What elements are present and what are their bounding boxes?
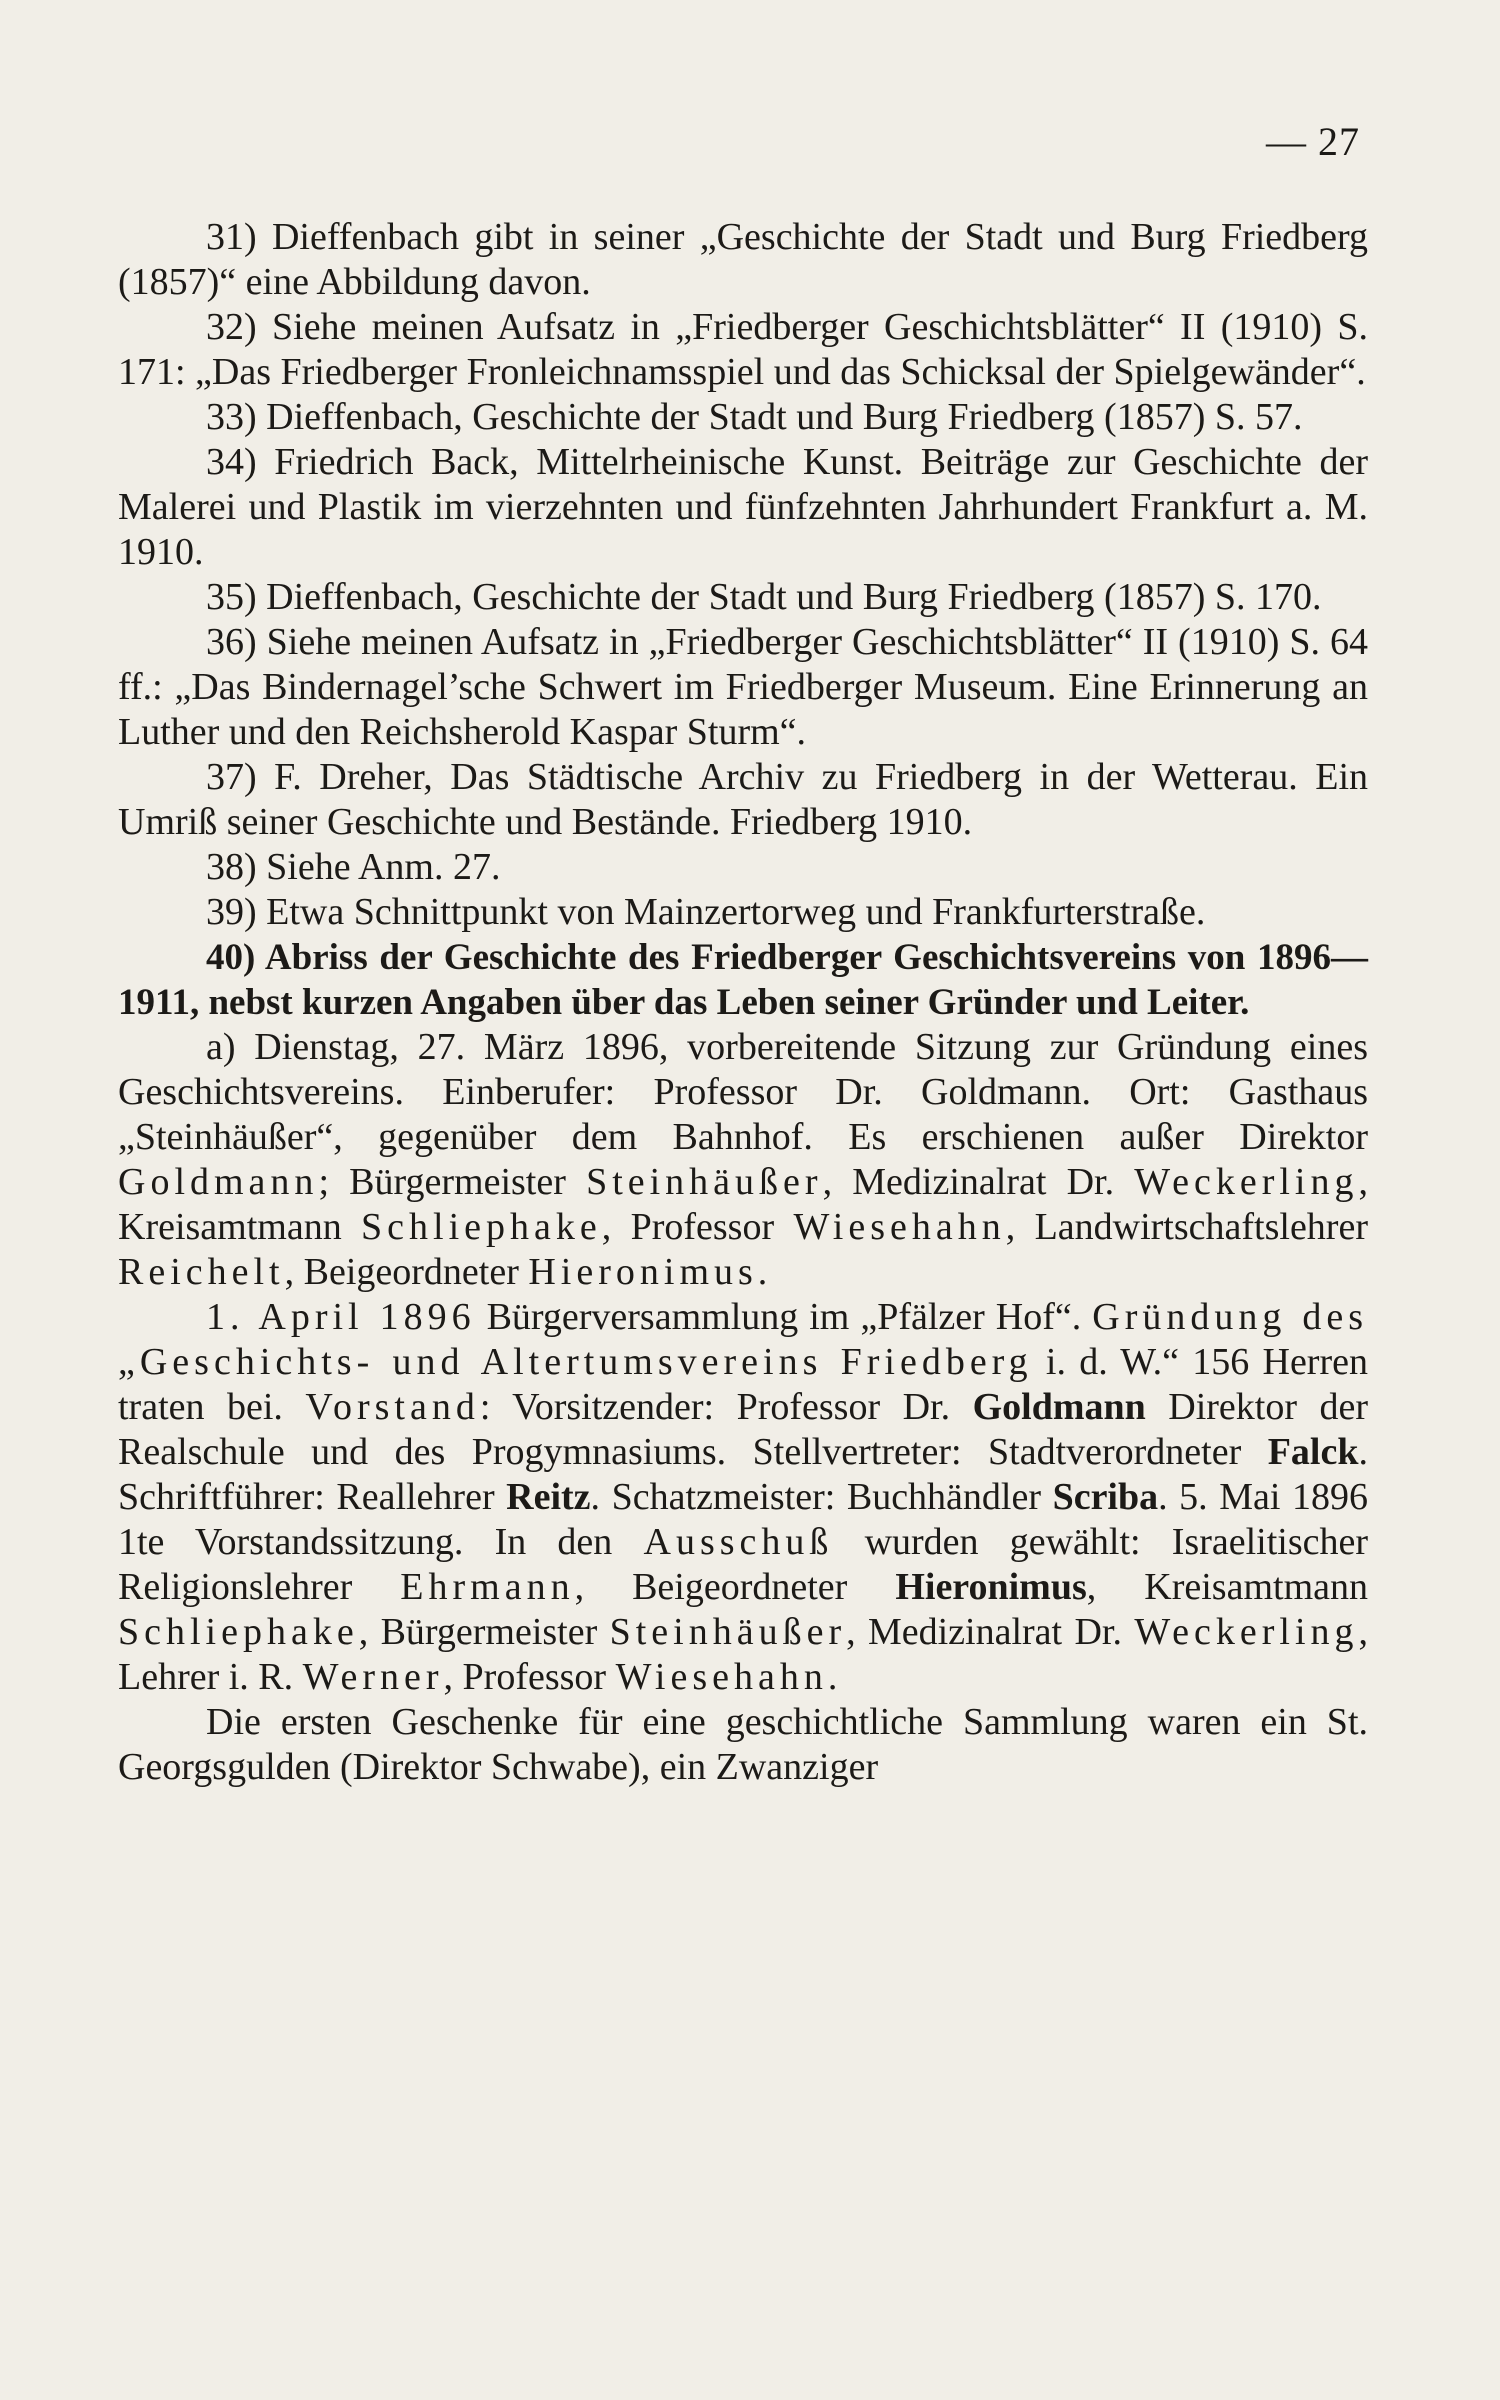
person-name: Steinhäußer xyxy=(609,1611,847,1653)
text-run: . xyxy=(827,1656,838,1698)
text-run: wurden gewählt: Israelitischer Religionslehrer xyxy=(118,1521,1369,1608)
paragraph-first-gifts: Die ersten Geschenke für eine geschichtliche Sammlung waren ein St. Georgsgulden (Direktor Schwabe), ein Zwanziger xyxy=(118,1701,1368,1788)
text-run: Bürgerversammlung im „Pfälzer Hof“. xyxy=(475,1296,1093,1338)
person-name: Wiesehahn xyxy=(793,1206,1006,1248)
person-name: Scriba xyxy=(1052,1476,1159,1518)
footnote-36: 36) Siehe meinen Aufsatz in „Friedberger Geschichtsblätter“ II (1910) S. 64 ff.: „Das Bindernagel’sche Schwert im Friedberger Museum. Eine Erinnerung an Luther und den Reichsherold Kaspar Sturm“. xyxy=(118,621,1368,753)
person-name: Wiesehahn xyxy=(615,1656,828,1698)
footnote-37: 37) F. Dreher, Das Städtische Archiv zu Friedberg in der Wetterau. Ein Umriß seiner Geschichte und Bestände. Friedberg 1910. xyxy=(118,756,1368,843)
person-name: Weckerling xyxy=(1134,1161,1359,1203)
footnote-34: 34) Friedrich Back, Mittelrheinische Kunst. Beiträge zur Geschichte der Malerei und Plastik im vierzehnten und fünfzehnten Jahrhundert Frankfurt a. M. 1910. xyxy=(118,441,1368,573)
committee-label: Ausschuß xyxy=(643,1521,834,1563)
text-run: , Landwirtschaftslehrer xyxy=(1005,1206,1368,1248)
text-run: . xyxy=(757,1251,768,1293)
page-number: — 27 xyxy=(1266,119,1360,164)
text-run: , Medizinalrat Dr. xyxy=(822,1161,1135,1203)
person-name: Werner xyxy=(302,1656,444,1698)
person-name: Reitz xyxy=(506,1476,591,1518)
person-name: Reichelt xyxy=(118,1251,285,1293)
text-run: , Bürgermeister xyxy=(358,1611,610,1653)
text-run: , Kreisamtmann xyxy=(118,1161,1368,1248)
text-run: , Professor xyxy=(443,1656,616,1698)
text-run: a) Dienstag, 27. März 1896, vorbereitende Sitzung zur Gründung eines Geschichtsvereins. Einberufer: Professor Dr. Goldmann. Ort: Gasthaus „Steinhäußer“, gegenüber dem Bahnhof. Es erschienen außer Direktor xyxy=(118,1026,1368,1158)
person-name: Schliephake xyxy=(361,1206,602,1248)
text-run: : Vorsitzender: Professor Dr. xyxy=(479,1386,973,1428)
text-run: , Medizinalrat Dr. xyxy=(846,1611,1135,1653)
text-run: i. d. W.“ 156 Herren traten bei. xyxy=(118,1341,1368,1428)
footnote-33: 33) Dieffenbach, Geschichte der Stadt und Burg Friedberg (1857) S. 57. xyxy=(206,396,1303,438)
text-run: , Beigeordneter xyxy=(284,1251,529,1293)
paragraph-preparatory-meeting xyxy=(118,1025,1368,1295)
text-run: . 5. Mai 1896 1te Vorstandssitzung. In den xyxy=(118,1476,1368,1563)
person-name: Weckerling xyxy=(1134,1611,1359,1653)
founding-date: 1. April 1896 xyxy=(206,1296,476,1338)
text-run: . Schriftführer: Reallehrer xyxy=(118,1431,1368,1518)
founding-title: Gründung des „Geschichts- und Altertumsvereins Friedberg xyxy=(118,1296,1368,1383)
text-run: , Professor xyxy=(601,1206,794,1248)
board-label: Vorstand xyxy=(305,1386,480,1428)
footnote-32: 32) Siehe meinen Aufsatz in „Friedberger Geschichtsblätter“ II (1910) S. 171: „Das Friedberger Fronleichnamsspiel und das Schicksal der Spielgewänder“. xyxy=(118,306,1368,393)
person-name: Falck xyxy=(1267,1431,1359,1473)
person-name: Goldmann xyxy=(972,1386,1146,1428)
footnote-38: 38) Siehe Anm. 27. xyxy=(206,846,501,888)
person-name: Hieronimus xyxy=(528,1251,758,1293)
person-name: Hieronimus xyxy=(895,1566,1087,1608)
text-run: , Kreisamtmann xyxy=(1086,1566,1368,1608)
text-run: ; Bürgermeister xyxy=(318,1161,587,1203)
footnote-39: 39) Etwa Schnittpunkt von Mainzertorweg und Frankfurterstraße. xyxy=(206,891,1206,933)
footnote-35: 35) Dieffenbach, Geschichte der Stadt und Burg Friedberg (1857) S. 170. xyxy=(206,576,1322,618)
person-name: Schliephake xyxy=(118,1611,359,1653)
footnote-40-heading: 40) Abriss der Geschichte des Friedberger Geschichtsvereins von 1896—1911, nebst kurzen Angaben über das Leben seiner Gründer und Leiter. xyxy=(118,937,1368,1023)
text-run: , Lehrer i. R. xyxy=(118,1611,1369,1698)
footnote-31: 31) Dieffenbach gibt in seiner „Geschichte der Stadt und Burg Friedberg (1857)“ eine Abbildung davon. xyxy=(118,216,1368,303)
body-text xyxy=(118,215,1368,1790)
person-name: Goldmann xyxy=(118,1161,319,1203)
person-name: Ehrmann xyxy=(400,1566,575,1608)
text-run: , Beigeordneter xyxy=(574,1566,896,1608)
person-name: Steinhäußer xyxy=(586,1161,823,1203)
text-run: Direktor der Realschule und des Progymnasiums. Stellvertreter: Stadtverordneter xyxy=(118,1386,1368,1473)
paragraph-founding xyxy=(118,1295,1368,1700)
text-run: . Schatzmeister: Buchhändler xyxy=(590,1476,1053,1518)
